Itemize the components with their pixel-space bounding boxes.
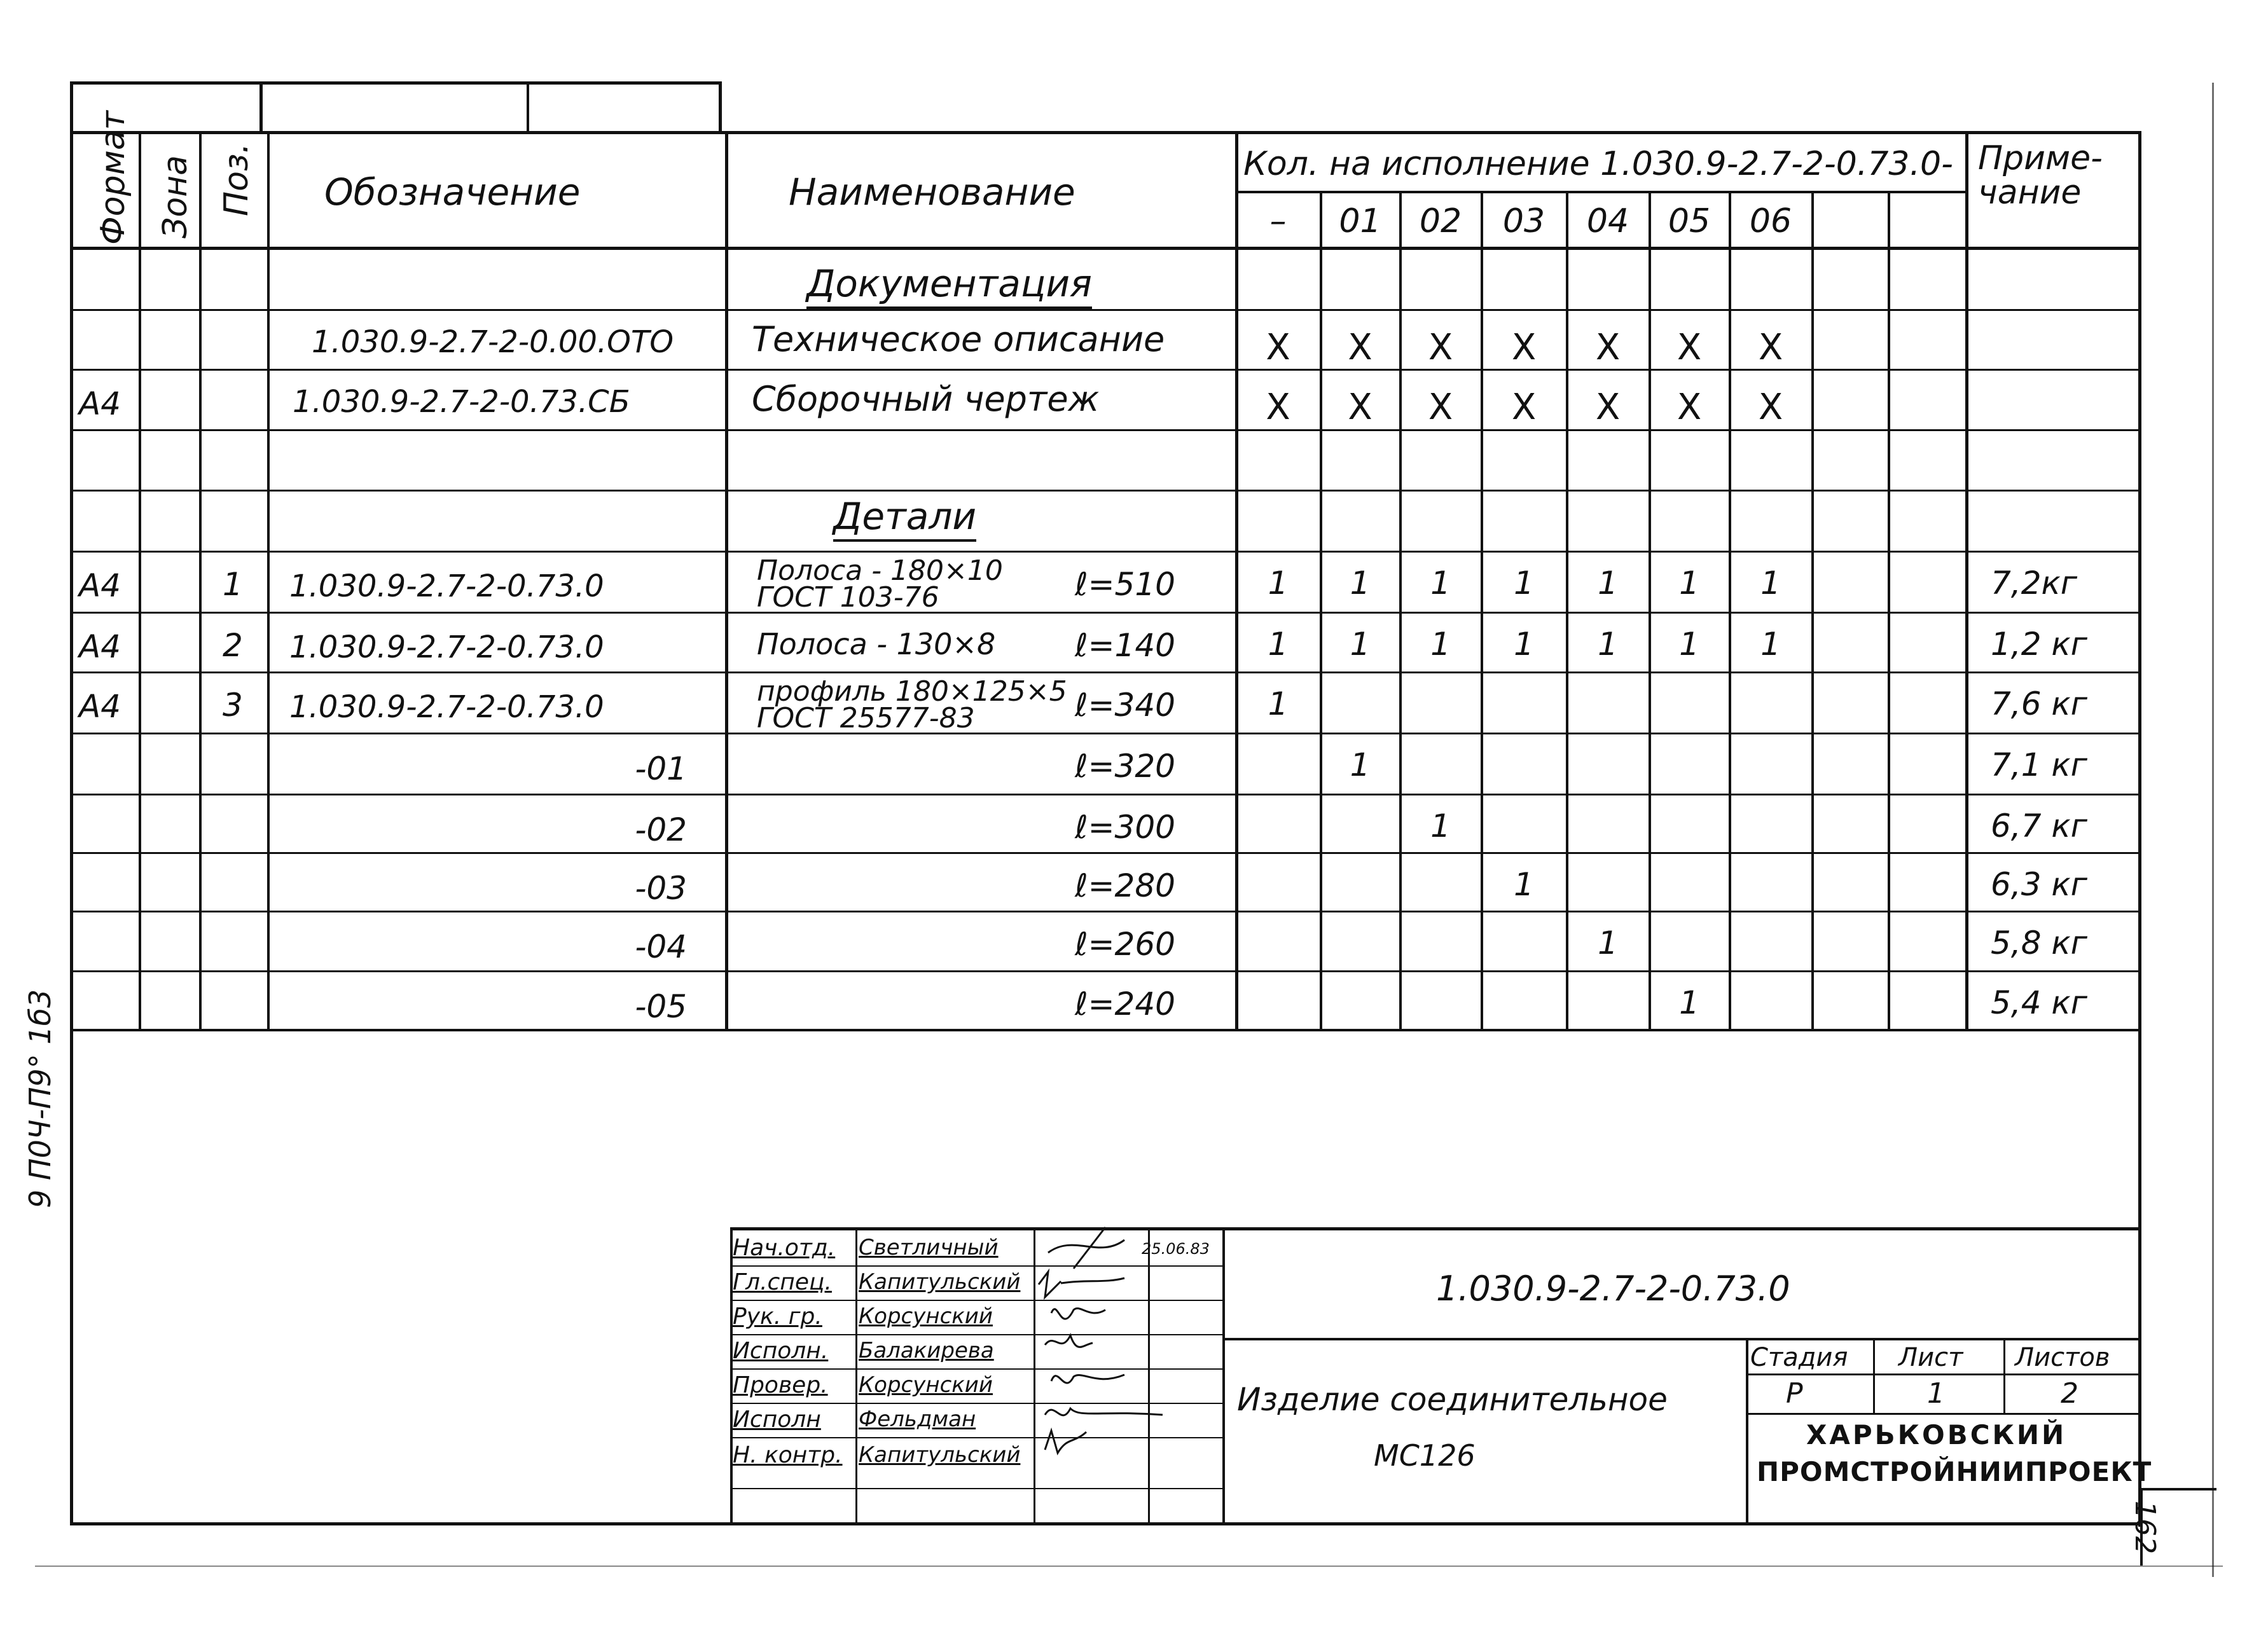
quantity-cell: 1 xyxy=(1350,565,1371,602)
quantity-cell: 1 xyxy=(1598,565,1618,602)
row-format: А4 xyxy=(79,385,121,422)
quantity-cell: 1 xyxy=(1514,565,1534,602)
product-name: Изделие соединительное xyxy=(1237,1381,1668,1418)
signer-role: Исполн. xyxy=(733,1338,829,1364)
row-designation: 1.030.9-2.7-2-0.73.0 xyxy=(289,630,604,665)
col-name-header: Наименование xyxy=(789,170,1075,214)
quantity-cell: 1 xyxy=(1350,747,1371,783)
applicability-mark: X xyxy=(1348,387,1372,428)
row-name-line-1: профиль 180×125×5 xyxy=(757,675,1067,708)
row-length: ℓ=340 xyxy=(1075,687,1175,724)
applicability-mark: X xyxy=(1758,387,1783,428)
row-designation: 1.030.9-2.7-2-0.73.0 xyxy=(289,568,604,604)
quantity-cell: 1 xyxy=(1679,626,1699,663)
row-position: 1 xyxy=(223,566,243,603)
quantity-cell: 1 xyxy=(1679,984,1699,1021)
stage-value: Р xyxy=(1786,1377,1803,1410)
row-designation: -05 xyxy=(635,988,687,1025)
col-zone-header: Зона xyxy=(156,155,195,238)
row-note: 6,7 кг xyxy=(1991,808,2087,844)
row-length: ℓ=300 xyxy=(1075,809,1175,846)
variant-column-header: 02 xyxy=(1419,202,1462,240)
row-position: 2 xyxy=(223,627,243,664)
quantity-cell: 1 xyxy=(1268,565,1289,602)
quantity-cell: 1 xyxy=(1760,626,1781,663)
row-note: 7,1 кг xyxy=(1991,747,2087,783)
signer-name: Корсунский xyxy=(859,1304,993,1329)
sheet-value: 1 xyxy=(1927,1377,1945,1410)
variant-column-header: 03 xyxy=(1502,202,1545,240)
row-note: 7,2кг xyxy=(1991,565,2077,602)
quantity-cell: 1 xyxy=(1350,626,1371,663)
row-designation: -04 xyxy=(635,928,687,965)
quantity-cell: 1 xyxy=(1760,565,1781,602)
organization-line-2: ПРОМСТРОЙНИИПРОЕКТ xyxy=(1757,1456,2152,1487)
variant-column-header: 04 xyxy=(1586,202,1629,240)
row-note: 5,4 кг xyxy=(1991,984,2087,1021)
applicability-mark: X xyxy=(1758,327,1783,368)
row-length: ℓ=510 xyxy=(1075,566,1175,603)
row-designation: 1.030.9-2.7-2-0.73.0 xyxy=(289,689,604,725)
quantity-cell: 1 xyxy=(1679,565,1699,602)
variant-column-header: – xyxy=(1269,202,1287,240)
applicability-mark: X xyxy=(1511,327,1537,368)
row-designation: 1.030.9-2.7-2-0.73.СБ xyxy=(293,384,630,420)
col-designation-header: Обозначение xyxy=(324,170,581,214)
quantity-cell: 1 xyxy=(1430,626,1451,663)
signer-role: Рук. гр. xyxy=(733,1304,822,1330)
product-code: МС126 xyxy=(1374,1438,1476,1473)
applicability-mark: X xyxy=(1511,387,1537,428)
document-code: 1.030.9-2.7-2-0.73.0 xyxy=(1436,1269,1790,1309)
col-pos-header: Поз. xyxy=(218,142,256,216)
row-name-line-2: ГОСТ 103-76 xyxy=(757,581,939,614)
row-length: ℓ=140 xyxy=(1075,627,1175,664)
applicability-mark: X xyxy=(1266,327,1290,368)
sheets-value: 2 xyxy=(2061,1377,2078,1410)
row-designation: -03 xyxy=(635,870,687,907)
quantity-cell: 1 xyxy=(1430,565,1451,602)
row-designation: -02 xyxy=(635,811,687,848)
sheets-label: Листов xyxy=(2015,1343,2110,1372)
row-note: 7,6 кг xyxy=(1991,685,2087,722)
signer-role: Нач.отд. xyxy=(733,1235,836,1261)
variant-column-header: 06 xyxy=(1749,202,1792,240)
signature-scribbles xyxy=(1035,1208,1226,1488)
applicability-mark: X xyxy=(1677,327,1702,368)
signer-name: Фельдман xyxy=(859,1407,976,1432)
signer-role: Исполн xyxy=(733,1407,821,1433)
quantity-cell: 1 xyxy=(1514,626,1534,663)
row-length: ℓ=260 xyxy=(1075,926,1175,963)
row-name-line-2: ГОСТ 25577-83 xyxy=(757,702,975,734)
row-note: 6,3 кг xyxy=(1991,866,2087,903)
page-number: 162 xyxy=(2129,1501,2161,1554)
quantity-cell: 1 xyxy=(1598,626,1618,663)
signer-name: Капитульский xyxy=(859,1442,1021,1468)
row-format: А4 xyxy=(79,567,121,604)
sheet-label: Лист xyxy=(1898,1343,1963,1372)
row-name: Сборочный чертеж xyxy=(752,379,1100,419)
applicability-mark: X xyxy=(1266,387,1290,428)
variant-column-header: 01 xyxy=(1339,202,1381,240)
applicability-mark: X xyxy=(1428,327,1453,368)
organization-line-1: ХАРЬКОВСКИЙ xyxy=(1806,1419,2067,1450)
section-details: Детали xyxy=(833,495,976,542)
signer-name: Корсунский xyxy=(859,1372,993,1398)
section-documentation: Документация xyxy=(806,262,1092,309)
variant-column-header: 05 xyxy=(1668,202,1711,240)
row-length: ℓ=240 xyxy=(1075,986,1175,1022)
signer-role: Провер. xyxy=(733,1372,828,1398)
stage-label: Стадия xyxy=(1750,1343,1848,1372)
row-note: 5,8 кг xyxy=(1991,925,2087,961)
qty-title: Кол. на исполнение 1.030.9-2.7-2-0.73.0- xyxy=(1243,145,1953,183)
applicability-mark: X xyxy=(1348,327,1372,368)
col-note-header: Приме- чание xyxy=(1978,139,2103,212)
col-format-header: Формат xyxy=(94,111,132,245)
applicability-mark: X xyxy=(1595,327,1621,368)
signer-role: Гл.спец. xyxy=(733,1269,832,1295)
row-note: 1,2 кг xyxy=(1991,626,2087,663)
row-position: 3 xyxy=(223,687,243,724)
quantity-cell: 1 xyxy=(1598,925,1618,961)
signer-name: Капитульский xyxy=(859,1269,1021,1295)
row-designation: 1.030.9-2.7-2-0.00.ОТО xyxy=(312,324,674,360)
row-name: Техническое описание xyxy=(752,319,1165,359)
row-name-line-1: Полоса - 180×10 xyxy=(757,554,1003,587)
left-margin-inventory-number: 9 П0Ч-П9° 1б3 xyxy=(23,989,57,1208)
row-name: Полоса - 130×8 xyxy=(757,627,996,661)
approval-date: 25.06.83 xyxy=(1142,1240,1210,1258)
row-length: ℓ=280 xyxy=(1075,867,1175,904)
signer-role: Н. контр. xyxy=(733,1442,843,1468)
applicability-mark: X xyxy=(1677,387,1702,428)
quantity-cell: 1 xyxy=(1514,866,1534,903)
signer-name: Светличный xyxy=(859,1235,999,1260)
row-format: А4 xyxy=(79,688,121,725)
quantity-cell: 1 xyxy=(1268,685,1289,722)
applicability-mark: X xyxy=(1428,387,1453,428)
row-designation: -01 xyxy=(635,750,687,787)
signer-name: Балакирева xyxy=(859,1338,994,1363)
quantity-cell: 1 xyxy=(1268,626,1289,663)
row-length: ℓ=320 xyxy=(1075,748,1175,785)
row-format: А4 xyxy=(79,628,121,665)
quantity-cell: 1 xyxy=(1430,808,1451,844)
applicability-mark: X xyxy=(1595,387,1621,428)
